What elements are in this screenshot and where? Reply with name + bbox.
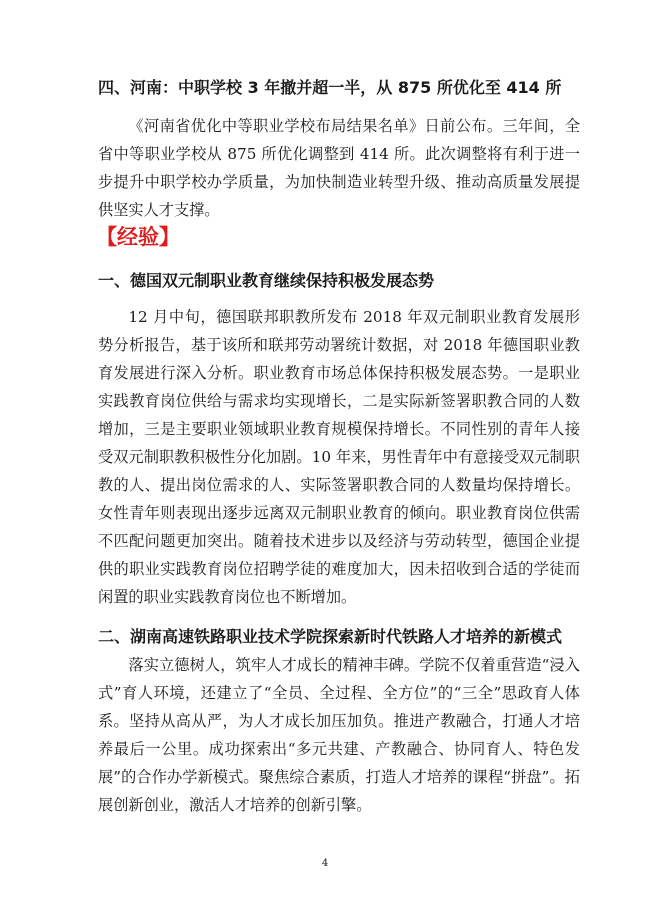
section-heading-germany: 一、德国双元制职业教育继续保持积极发展态势 [98,271,435,290]
paragraph-hunan: 落实立德树人，筑牢人才成长的精神丰碑。学院不仅着重营造“浸入式”育人环境，还建立了“全员、全过程、全方位”的“三全”思政育人体系。坚持从高从严，为人才成长加压加负。推进产教融合，打通人才培养最后一公里。成功探索出“多元共建、产教融合、协同育人、特色发展”的合作办学新模式。聚焦综合素质，打造人才培养的课程“拼盘”。拓展创新创业，激活人才培养的创新引擎。 [98,656,580,814]
paragraph-germany: 12 月中旬，德国联邦职教所发布 2018 年双元制职业教育发展形势分析报告，基于该所和联邦劳动署统计数据，对 2018 年德国职业教育发展进行深入分析。职业教育市场总体保持积极发展态势。一是职业实践教育岗位供给与需求均实现增长，二是实际新签署职教合同的人数增加，三是主要职业领域职业教育规模保持增长。不同性别的青年人接受双元制职教积极性分化加剧。10 年来，男性青年中有意接受双元制职教的人、提出岗位需求的人、实际签署职教合同的人数量均保持增长。女性青年则表现出逐步远离双元制职业教育的倾向。职业教育岗位供需不匹配问题更加突出。随着技术进步以及经济与劳动转型，德国企业提供的职业实践教育岗位招聘学徒的难度加大，因未招收到合适的学徒而闲置的职业实践教育岗位也不断增加。 [98,308,580,606]
paragraph-henan: 《河南省优化中等职业学校布局结果名单》日前公布。三年间，全省中等职业学校从 875 所优化调整到 414 所。此次调整将有利于进一步提升中职学校办学质量，为加快制造业转型升级、推动高质量发展提供坚实人才支撑。 [98,117,580,219]
experience-section-label: 【经验】 [96,225,180,249]
section-heading-hunan: 二、湖南高速铁路职业技术学院探索新时代铁路人才培养的新模式 [98,627,563,646]
section-heading-henan: 四、河南：中职学校 3 年撤并超一半，从 875 所优化至 414 所 [98,78,562,97]
page-number: 4 [321,858,329,869]
